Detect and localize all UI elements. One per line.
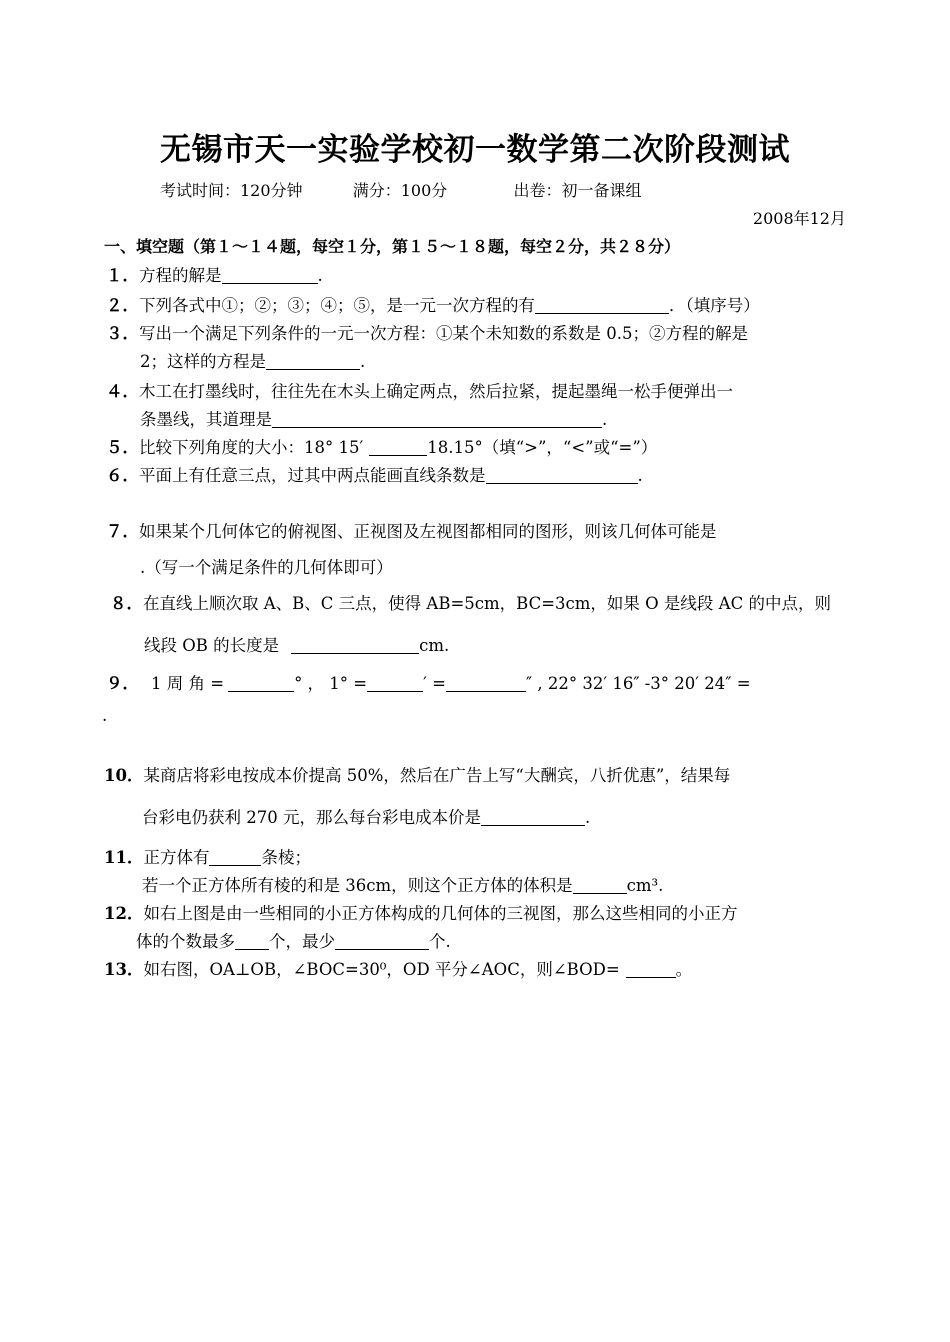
answer-blank[interactable]	[626, 961, 676, 979]
answer-blank[interactable]	[235, 933, 269, 951]
answer-blank[interactable]	[209, 849, 261, 867]
exam-date: 2008年12月	[752, 209, 846, 228]
page-title: 无锡市天一实验学校初一数学第二次阶段测试	[160, 132, 790, 168]
section-heading: 一、填空题（第１～１４题，每空１分，第１５～１８题，每空２分，共２８分）	[104, 237, 681, 256]
answer-blank[interactable]	[486, 467, 638, 485]
question-10: 10．某商店将彩电按成本价提高 50%，然后在广告上写“大酬宾，八折优惠”，结果每	[104, 766, 731, 785]
question-6: ６．平面上有任意三点，过其中两点能画直线条数是 .	[106, 466, 643, 485]
question-8: ８．在直线上顺次取 A、B、C 三点，使得 AB=5cm，BC=3cm，如果 O 是线段 AC 的中点，则	[110, 594, 831, 613]
question-8-cont: 线段 OB 的长度是 cm.	[144, 636, 450, 655]
question-1: １．方程的解是 .	[106, 266, 323, 285]
question-9: ９． 1 周 角 = ° ， 1° = ′ = ″ , 22° 32′ 16″ -3° 20′ 24″ =	[106, 674, 751, 693]
exam-meta	[160, 178, 641, 201]
answer-blank[interactable]	[266, 353, 360, 371]
exam-time: 考试时间：120分钟	[160, 181, 303, 200]
answer-blank[interactable]	[481, 809, 585, 827]
question-4-cont: 条墨线，其道理是 .	[140, 410, 608, 429]
question-12-cont: 体的个数最多 个，最少 个.	[136, 932, 451, 951]
exam-score: 满分：100分	[352, 181, 448, 200]
question-11-cont: 若一个正方体所有棱的和是 36cm，则这个正方体的体积是 cm³.	[142, 876, 664, 895]
question-7: ７．如果某个几何体它的俯视图、正视图及左视图都相同的图形，则该几何体可能是	[106, 522, 717, 541]
question-4: ４．木工在打墨线时，往往先在木头上确定两点，然后拉紧，提起墨绳一松手便弹出一	[106, 382, 733, 401]
question-3: ３．写出一个满足下列条件的一元一次方程：①某个未知数的系数是 0.5；②方程的解是	[106, 324, 748, 343]
answer-blank[interactable]	[369, 439, 427, 457]
answer-blank[interactable]	[272, 411, 602, 429]
answer-blank[interactable]	[535, 297, 669, 315]
question-2: ２．下列各式中①；②；③；④；⑤，是一元一次方程的有 ．（填序号）	[106, 296, 760, 315]
question-13: 13．如右图，OA⊥OB，∠BOC=30⁰，OD 平分∠AOC，则∠BOD= 。	[104, 960, 693, 979]
answer-blank[interactable]	[335, 933, 429, 951]
question-11: 11．正方体有 条棱；	[104, 848, 311, 867]
answer-blank[interactable]	[446, 675, 526, 693]
question-7-cont: .（写一个满足条件的几何体即可）	[140, 558, 393, 577]
exam-author: 出卷：初一备课组	[513, 181, 642, 200]
question-10-cont: 台彩电仍获利 270 元，那么每台彩电成本价是 .	[142, 808, 591, 827]
answer-blank[interactable]	[573, 877, 627, 895]
answer-blank[interactable]	[291, 637, 419, 655]
question-3-cont: 2；这样的方程是 .	[140, 352, 366, 371]
question-12: 12．如右上图是由一些相同的小正方体构成的几何体的三视图，那么这些相同的小正方	[104, 904, 738, 923]
answer-blank[interactable]	[367, 675, 423, 693]
question-5: ５．比较下列角度的大小：18° 15′ 18.15°（填“>”，“<”或“=”）	[106, 438, 658, 457]
answer-blank[interactable]	[228, 675, 294, 693]
question-9-cont: .	[102, 706, 108, 725]
answer-blank[interactable]	[222, 267, 318, 285]
